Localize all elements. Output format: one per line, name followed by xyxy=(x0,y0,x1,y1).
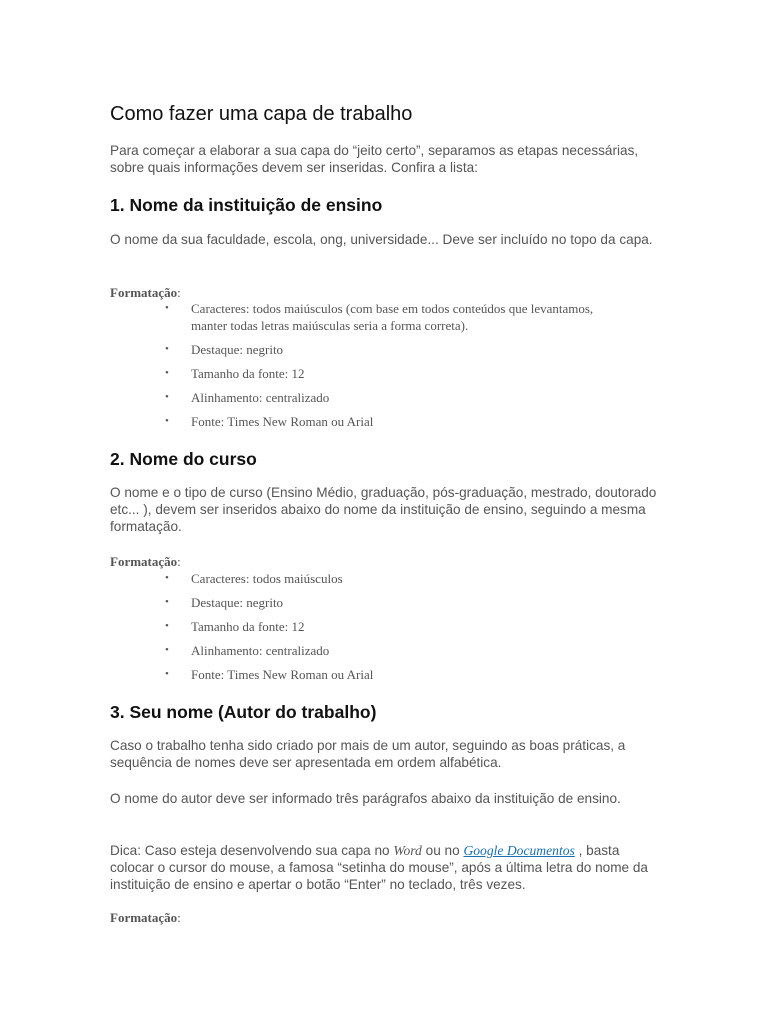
list-item: • Destaque: negrito xyxy=(165,341,615,358)
section3-tip-paragraph: Dica: Caso esteja desenvolvendo sua capa no Word ou no Google Documentos , basta colocar o cursor do mouse, a famosa “setinha do mouse”, após a última letra do nome da instituição de ensino e apertar o botão “Enter” no teclado, três vezes. xyxy=(110,843,648,892)
section2-paragraph: O nome e o tipo de curso (Ensino Médio, graduação, pós-graduação, mestrado, doutorado etc... ), devem ser inseridos abaixo do nome da instituição de ensino, seguindo a mesma formatação. xyxy=(110,485,657,534)
list-item: • Caracteres: todos maiúsculos (com base em todos conteúdos que levantamos, manter todas letras maiúsculas seria a forma correta). xyxy=(165,300,615,334)
section2-format-label: Formatação: xyxy=(110,554,181,569)
list-item: • Destaque: negrito xyxy=(165,594,615,611)
section1-format-list xyxy=(165,300,615,430)
list-item: • Tamanho da fonte: 12 xyxy=(165,365,615,382)
word-reference: Word xyxy=(393,843,422,858)
section3-paragraph-1: Caso o trabalho tenha sido criado por mais de um autor, seguindo as boas práticas, a sequência de nomes deve ser apresentada em ordem alfabética. xyxy=(110,738,626,770)
section2-heading: 2. Nome do curso xyxy=(110,449,257,469)
list-item: • Alinhamento: centralizado xyxy=(165,389,615,406)
list-item: • Tamanho da fonte: 12 xyxy=(165,618,615,635)
list-item: • Alinhamento: centralizado xyxy=(165,642,615,659)
section3-format-label: Formatação: xyxy=(110,910,181,925)
section1-heading: 1. Nome da instituição de ensino xyxy=(110,195,383,215)
section3-heading: 3. Seu nome (Autor do trabalho) xyxy=(110,702,377,722)
section1-format-label: Formatação: xyxy=(110,285,181,300)
list-item: • Fonte: Times New Roman ou Arial xyxy=(165,413,615,430)
section1-paragraph: O nome da sua faculdade, escola, ong, universidade... Deve ser incluído no topo da capa. xyxy=(110,232,653,247)
section2-format-list xyxy=(165,570,615,683)
google-docs-link[interactable]: Google Documentos xyxy=(463,843,575,858)
intro-paragraph: Para começar a elaborar a sua capa do “jeito certo”, separamos as etapas necessárias, sobre quais informações devem ser inseridas. Confira a lista: xyxy=(110,143,639,175)
list-item: • Fonte: Times New Roman ou Arial xyxy=(165,666,615,683)
page-title: Como fazer uma capa de trabalho xyxy=(110,103,413,125)
section3-paragraph-2: O nome do autor deve ser informado três parágrafos abaixo da instituição de ensino. xyxy=(110,791,621,806)
list-item: • Caracteres: todos maiúsculos xyxy=(165,570,615,587)
